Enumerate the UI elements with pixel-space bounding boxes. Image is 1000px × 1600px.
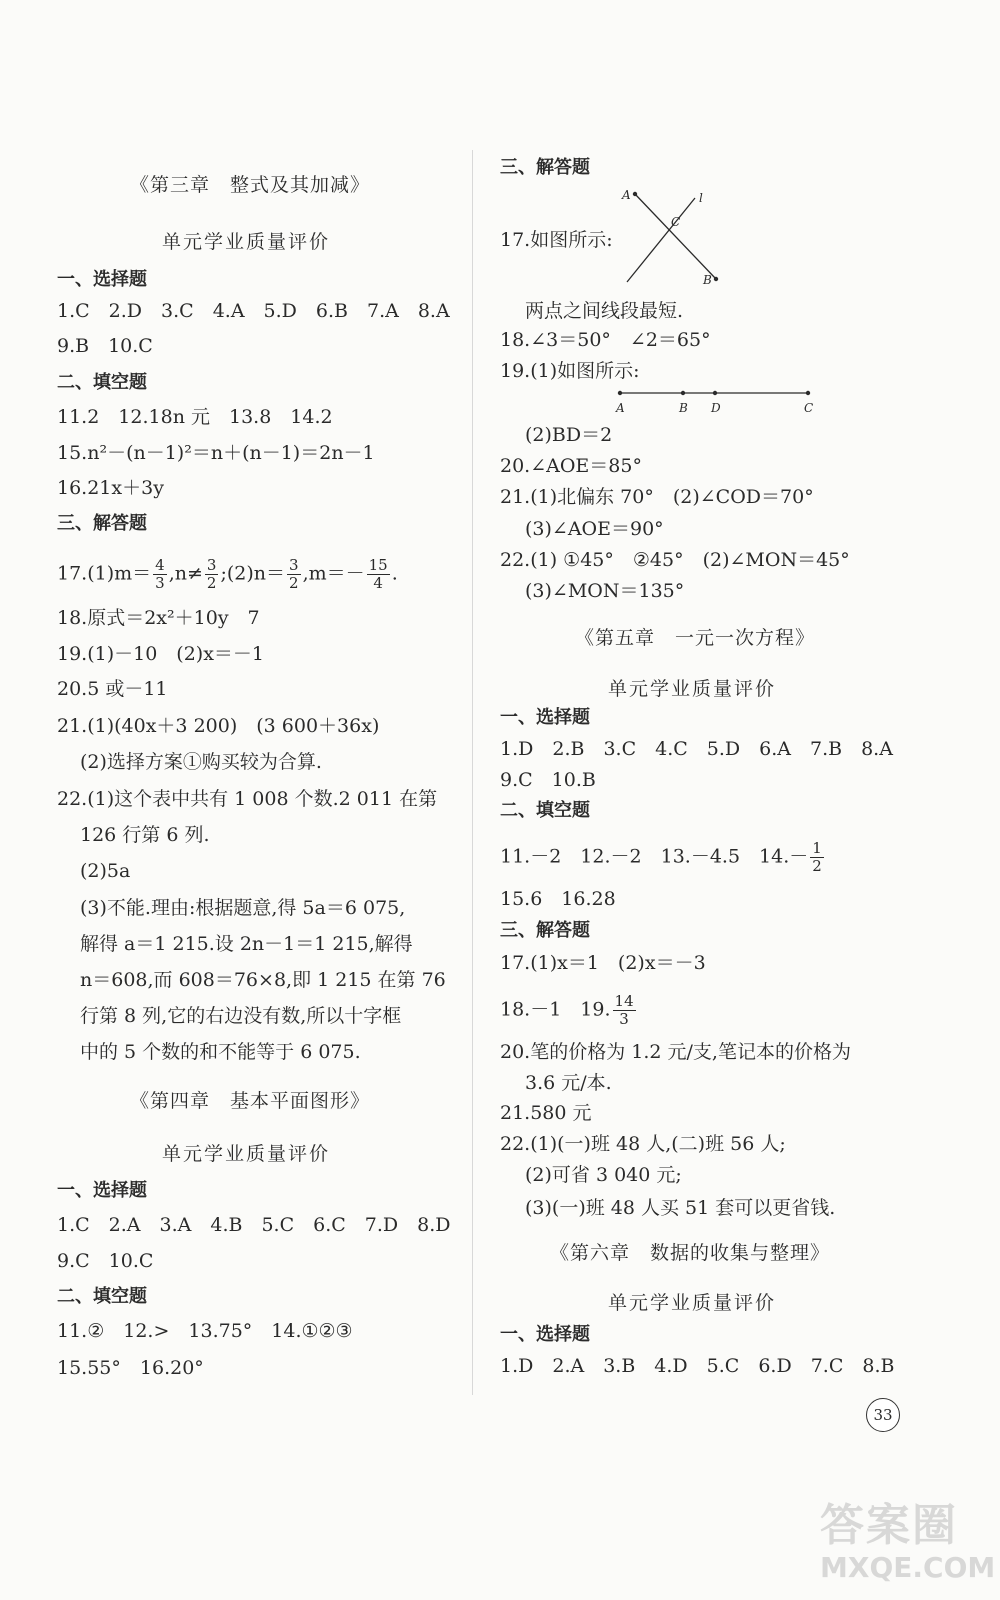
chapter4-fill-answers-1: 11.② 12.> 13.75° 14.①②③ xyxy=(57,1320,353,1342)
watermark-text: 答案圈 xyxy=(820,1500,958,1551)
chapter3-q19: 19.(1)－10 (2)x＝－1 xyxy=(57,643,265,665)
chapter4-fill-answers-2: 15.55° 16.20° xyxy=(57,1357,204,1379)
chapter4-title: 《第四章 基本平面图形》 xyxy=(130,1090,371,1112)
chapter3-choice-answers-2: 9.B 10.C xyxy=(57,335,153,357)
chapter4-q17-note: 两点之间线段最短. xyxy=(525,300,684,322)
fraction: $\frac{1}{2}$ xyxy=(812,839,822,875)
label-a: A xyxy=(622,188,631,202)
chapter5-choice-answers-1: 1.D 2.B 3.C 4.C 5.D 6.A 7.B 8.A xyxy=(500,738,893,760)
lines-intersection-figure xyxy=(615,182,735,288)
label-c: C xyxy=(671,215,681,229)
chapter5-unit-title: 单元学业质量评价 xyxy=(608,678,777,700)
chapter5-q20b: 3.6 元/本. xyxy=(525,1072,612,1094)
q18-text: 18.－1 19. xyxy=(500,998,611,1021)
fraction: $\frac{14}{3}$ xyxy=(614,992,634,1028)
q17-text-d: ,m＝－ xyxy=(302,562,365,585)
point-c xyxy=(806,391,810,395)
segment-ab xyxy=(635,194,716,279)
chapter4-q17: 17.如图所示: xyxy=(500,229,613,251)
q17-text-a: 17.(1)m＝ xyxy=(57,562,152,585)
chapter6-unit-title: 单元学业质量评价 xyxy=(608,1292,777,1314)
chapter3-q21a: 21.(1)(40x＋3 200) (3 600＋36x) xyxy=(57,715,380,737)
chapter4-section-choice: 一、选择题 xyxy=(57,1180,147,1201)
label-b: B xyxy=(703,273,712,287)
chapter3-section-fill: 二、填空题 xyxy=(57,372,147,393)
chapter5-section-fill: 二、填空题 xyxy=(500,800,590,821)
chapter6-section-choice: 一、选择题 xyxy=(500,1324,590,1345)
chapter4-choice-answers-2: 9.C 10.C xyxy=(57,1250,154,1272)
chapter3-q22c: (2)5a xyxy=(80,860,131,882)
chapter4-section-fill: 二、填空题 xyxy=(57,1286,147,1307)
chapter5-q17: 17.(1)x＝1 (2)x＝－3 xyxy=(500,952,706,974)
chapter3-q21b: (2)选择方案①购买较为合算. xyxy=(80,751,322,773)
q17-text-b: ,n≠ xyxy=(168,562,203,585)
chapter3-q22d: (3)不能.理由:根据题意,得 5a＝6 075, xyxy=(80,897,406,919)
chapter4-q19b: (2)BD＝2 xyxy=(525,424,613,446)
label-a: A xyxy=(616,401,625,415)
chapter4-q21b: (3)∠AOE＝90° xyxy=(525,518,664,540)
label-d: D xyxy=(711,401,721,415)
q17-text-c: ;(2)n＝ xyxy=(220,562,286,585)
chapter6-choice-answers-1: 1.D 2.A 3.B 4.D 5.C 6.D 7.C 8.B xyxy=(500,1355,895,1377)
watermark-logo xyxy=(820,1500,995,1590)
column-divider xyxy=(472,150,473,1395)
chapter5-q21: 21.580 元 xyxy=(500,1102,592,1124)
chapter5-q20a: 20.笔的价格为 1.2 元/支,笔记本的价格为 xyxy=(500,1041,851,1063)
label-l: l xyxy=(699,191,703,205)
line-l xyxy=(627,198,695,282)
chapter4-choice-answers-1: 1.C 2.A 3.A 4.B 5.C 6.C 7.D 8.D xyxy=(57,1214,451,1236)
chapter4-q19a: 19.(1)如图所示: xyxy=(500,360,640,382)
fraction: $\frac{4}{3}$ xyxy=(155,556,165,592)
chapter5-q22b: (2)可省 3 040 元; xyxy=(525,1164,682,1186)
chapter3-unit-title: 单元学业质量评价 xyxy=(162,231,331,253)
chapter3-section-solve: 三、解答题 xyxy=(57,513,147,534)
chapter4-section-solve: 三、解答题 xyxy=(500,157,590,178)
chapter3-choice-answers-1: 1.C 2.D 3.C 4.A 5.D 6.B 7.A 8.A xyxy=(57,300,450,322)
chapter3-section-choice: 一、选择题 xyxy=(57,269,147,290)
chapter3-fill-answers-2: 15.n²－(n－1)²＝n＋(n－1)＝2n－1 xyxy=(57,442,375,464)
number-line-figure xyxy=(608,384,828,420)
fraction: $\frac{3}{2}$ xyxy=(206,556,217,592)
chapter3-q22h: 中的 5 个数的和不能等于 6 075. xyxy=(80,1041,361,1063)
chapter3-q17 xyxy=(57,557,398,592)
chapter5-fill-answers-2: 15.6 16.28 xyxy=(500,888,616,910)
label-b: B xyxy=(679,401,688,415)
chapter5-choice-answers-2: 9.C 10.B xyxy=(500,769,596,791)
label-c: C xyxy=(804,401,814,415)
chapter4-q22b: (3)∠MON＝135° xyxy=(525,580,685,602)
chapter4-q18: 18.∠3＝50° ∠2＝65° xyxy=(500,329,711,351)
point-a xyxy=(633,192,637,196)
point-b xyxy=(714,277,718,281)
fraction: $\frac{3}{2}$ xyxy=(289,556,299,592)
chapter5-q22a: 22.(1)(一)班 48 人,(二)班 56 人; xyxy=(500,1133,786,1155)
chapter3-q20: 20.5 或－11 xyxy=(57,678,168,700)
fraction: $\frac{15}{4}$ xyxy=(368,556,388,592)
chapter5-title: 《第五章 一元一次方程》 xyxy=(575,627,816,649)
chapter4-q20: 20.∠AOE＝85° xyxy=(500,455,642,477)
chapter5-section-choice: 一、选择题 xyxy=(500,707,590,728)
chapter5-fill-answers-1 xyxy=(500,840,826,875)
watermark-url: MXQE.COM xyxy=(820,1551,996,1584)
chapter3-q22a: 22.(1)这个表中共有 1 008 个数.2 011 在第 xyxy=(57,788,438,810)
chapter5-q22c: (3)(一)班 48 人买 51 套可以更省钱. xyxy=(525,1197,836,1219)
chapter3-q22f: n＝608,而 608＝76×8,即 1 215 在第 76 xyxy=(80,969,446,991)
chapter3-q22b: 126 行第 6 列. xyxy=(80,824,210,846)
point-b xyxy=(681,391,685,395)
chapter4-unit-title: 单元学业质量评价 xyxy=(162,1143,331,1165)
chapter3-q22g: 行第 8 列,它的右边没有数,所以十字框 xyxy=(80,1005,402,1027)
q17-text-e: . xyxy=(391,562,398,585)
chapter3-fill-answers-3: 16.21x＋3y xyxy=(57,477,164,499)
chapter4-q21a: 21.(1)北偏东 70° (2)∠COD＝70° xyxy=(500,486,814,508)
chapter3-q18: 18.原式＝2x²＋10y 7 xyxy=(57,607,260,629)
chapter3-fill-answers-1: 11.2 12.18n 元 13.8 14.2 xyxy=(57,406,333,428)
chapter6-title: 《第六章 数据的收集与整理》 xyxy=(550,1242,831,1264)
fill-text: 11.－2 12.－2 13.－4.5 14.－ xyxy=(500,845,809,868)
page-number: 33 xyxy=(866,1398,900,1432)
chapter5-section-solve: 三、解答题 xyxy=(500,920,590,941)
chapter3-title: 《第三章 整式及其加减》 xyxy=(130,174,371,196)
chapter3-q22e: 解得 a＝1 215.设 2n－1＝1 215,解得 xyxy=(80,933,413,955)
chapter4-q22a: 22.(1) ①45° ②45° (2)∠MON＝45° xyxy=(500,549,850,571)
point-d xyxy=(713,391,717,395)
chapter5-q18-q19 xyxy=(500,993,638,1028)
point-a xyxy=(618,391,622,395)
